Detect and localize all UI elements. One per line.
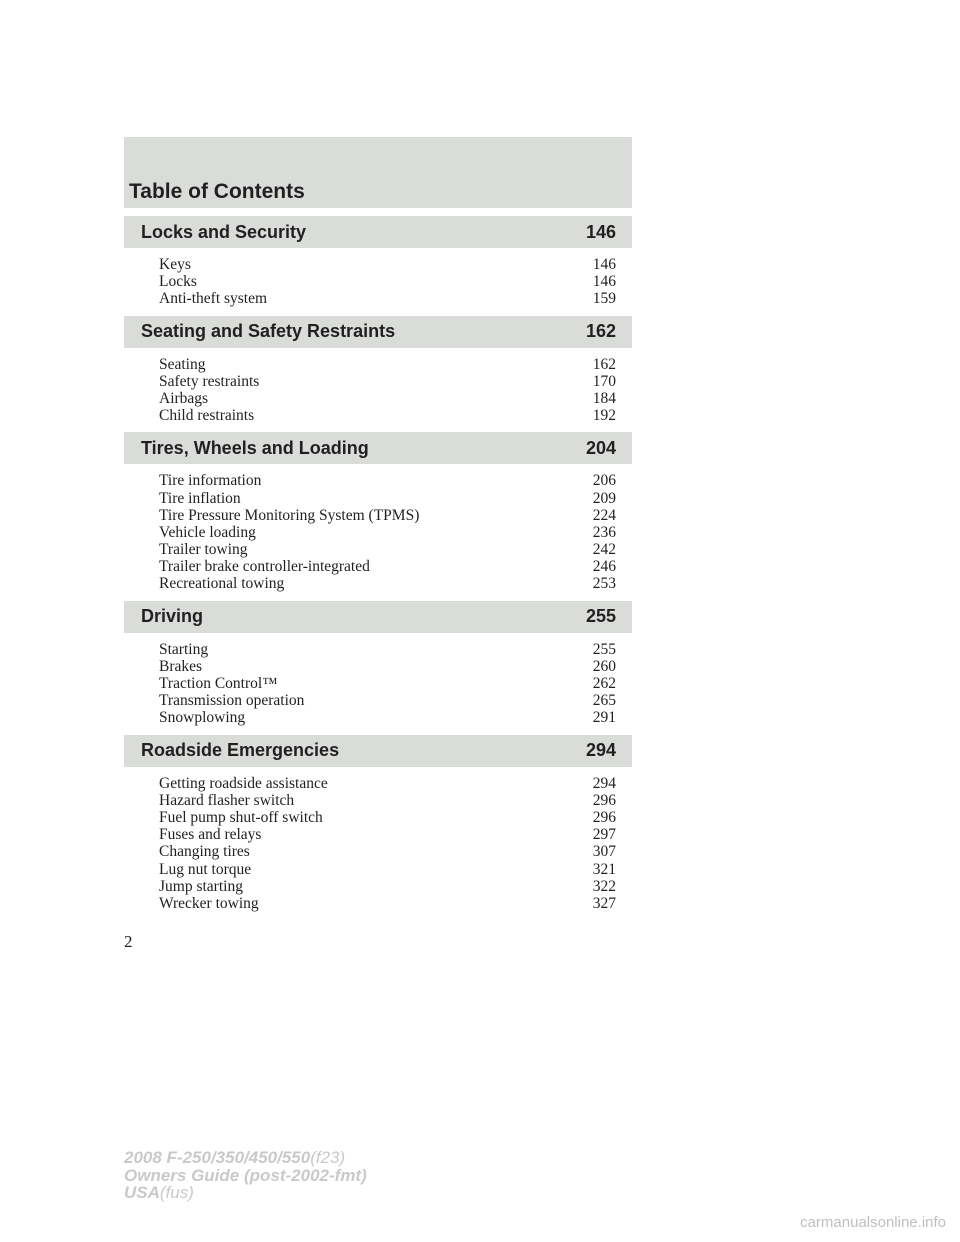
toc-entry[interactable] [159, 826, 616, 843]
section-heading[interactable] [124, 735, 632, 767]
toc-entry[interactable] [159, 675, 616, 692]
footer-market-code: (fus) [159, 1183, 194, 1202]
toc-entry[interactable] [159, 575, 616, 592]
entry-page: 294 [592, 774, 616, 792]
toc-entry[interactable] [159, 709, 616, 726]
entry-label: Tire Pressure Monitoring System (TPMS) [159, 506, 420, 524]
entry-page: 146 [592, 273, 616, 291]
section-title: Locks and Security [141, 221, 307, 242]
page-number: 2 [124, 932, 133, 951]
entry-list [124, 767, 632, 913]
entry-label: Trailer towing [159, 541, 248, 559]
section-heading[interactable] [124, 601, 632, 633]
entry-label: Hazard flasher switch [159, 791, 295, 809]
toc-entry[interactable] [159, 895, 616, 912]
toc-entry[interactable] [159, 792, 616, 809]
footer-market: USA [124, 1183, 160, 1202]
entry-label: Seating [159, 355, 206, 373]
section-page: 204 [585, 437, 616, 458]
entry-label: Child restraints [159, 407, 255, 425]
footer-model-code: (f23) [310, 1148, 346, 1167]
toc-entry[interactable] [159, 809, 616, 826]
entry-label: Fuses and relays [159, 826, 262, 844]
watermark-text: carmanualsonline.info [800, 1214, 946, 1231]
entry-label: Lug nut torque [159, 860, 252, 878]
entry-label: Wrecker towing [159, 894, 259, 912]
toc-entry[interactable] [159, 273, 616, 290]
section-title: Roadside Emergencies [141, 740, 340, 761]
toc-section [124, 432, 632, 592]
entry-page: 146 [592, 256, 616, 273]
entry-page: 322 [592, 877, 616, 895]
footer-model: 2008 F-250/350/450/550 [124, 1148, 311, 1167]
toc-entry[interactable] [159, 373, 616, 390]
toc-entry[interactable] [159, 861, 616, 878]
entry-page: 321 [592, 860, 616, 878]
footer-line-3 [124, 1184, 367, 1202]
table-of-contents [124, 137, 632, 912]
toc-entry[interactable] [159, 407, 616, 424]
entry-label: Vehicle loading [159, 523, 256, 541]
toc-entry[interactable] [159, 658, 616, 675]
entry-label: Trailer brake controller-integrated [159, 558, 370, 576]
toc-section [124, 316, 632, 425]
toc-entry[interactable] [159, 256, 616, 273]
footer-line-1 [124, 1149, 367, 1167]
entry-page: 297 [592, 826, 616, 844]
section-title: Seating and Safety Restraints [141, 321, 396, 342]
entry-label: Starting [159, 640, 209, 658]
section-title: Tires, Wheels and Loading [141, 437, 369, 458]
entry-page: 291 [592, 709, 616, 727]
toc-entry[interactable] [159, 524, 616, 541]
footer-line-2: Owners Guide (post-2002-fmt) [124, 1165, 367, 1185]
entry-label: Traction Control™ [159, 675, 278, 692]
toc-entry[interactable] [159, 641, 616, 658]
entry-page: 224 [592, 506, 616, 524]
entry-page: 253 [592, 575, 616, 593]
entry-page: 159 [592, 290, 616, 308]
entry-page: 170 [592, 372, 616, 390]
entry-label: Transmission operation [159, 692, 305, 710]
entry-label: Tire information [159, 472, 262, 490]
entry-page: 255 [592, 640, 616, 658]
entry-label: Keys [159, 256, 191, 273]
toc-entry[interactable] [159, 507, 616, 524]
section-heading[interactable] [124, 432, 632, 464]
entry-page: 246 [592, 558, 616, 576]
entry-label: Safety restraints [159, 372, 260, 390]
toc-entry[interactable] [159, 290, 616, 307]
toc-section [124, 601, 632, 727]
toc-entry[interactable] [159, 558, 616, 575]
document-footer [124, 1149, 367, 1202]
toc-entry[interactable] [159, 390, 616, 407]
entry-list [124, 248, 632, 308]
entry-page: 242 [592, 541, 616, 559]
entry-label: Jump starting [159, 877, 243, 895]
entry-page: 262 [592, 675, 616, 692]
toc-section [124, 216, 632, 308]
section-heading[interactable] [124, 316, 632, 348]
entry-page: 307 [592, 843, 616, 861]
entry-label: Anti-theft system [159, 290, 268, 308]
entry-label: Tire inflation [159, 489, 241, 507]
toc-entry[interactable] [159, 541, 616, 558]
entry-list [124, 464, 632, 592]
section-title: Driving [141, 606, 204, 627]
entry-label: Fuel pump shut-off switch [159, 808, 323, 826]
entry-page: 236 [592, 523, 616, 541]
entry-list [124, 633, 632, 727]
entry-page: 260 [592, 657, 616, 675]
entry-page: 192 [592, 407, 616, 425]
toc-entry[interactable] [159, 878, 616, 895]
entry-label: Brakes [159, 657, 203, 675]
entry-page: 296 [592, 808, 616, 826]
entry-page: 265 [592, 692, 616, 710]
section-heading[interactable] [124, 216, 632, 248]
section-page: 162 [585, 321, 616, 342]
toc-entry[interactable] [159, 692, 616, 709]
toc-sections [124, 216, 632, 912]
toc-entry[interactable] [159, 472, 616, 489]
entry-label: Locks [159, 273, 197, 291]
toc-entry[interactable] [159, 356, 616, 373]
entry-label: Snowplowing [159, 709, 246, 727]
toc-section [124, 735, 632, 913]
entry-page: 162 [592, 355, 616, 373]
entry-page: 206 [592, 472, 616, 490]
section-page: 146 [585, 221, 616, 242]
entry-label: Getting roadside assistance [159, 774, 328, 792]
entry-page: 296 [592, 791, 616, 809]
section-page: 294 [585, 740, 616, 761]
toc-entry[interactable] [159, 775, 616, 792]
entry-list [124, 348, 632, 425]
entry-label: Airbags [159, 389, 209, 407]
toc-entry[interactable] [159, 843, 616, 860]
toc-header [124, 137, 632, 208]
entry-page: 327 [592, 894, 616, 912]
page-title: Table of Contents [129, 180, 305, 203]
entry-page: 209 [592, 489, 616, 507]
entry-page: 184 [592, 389, 616, 407]
section-page: 255 [585, 606, 616, 627]
entry-label: Changing tires [159, 843, 250, 861]
toc-entry[interactable] [159, 490, 616, 507]
entry-label: Recreational towing [159, 575, 285, 593]
